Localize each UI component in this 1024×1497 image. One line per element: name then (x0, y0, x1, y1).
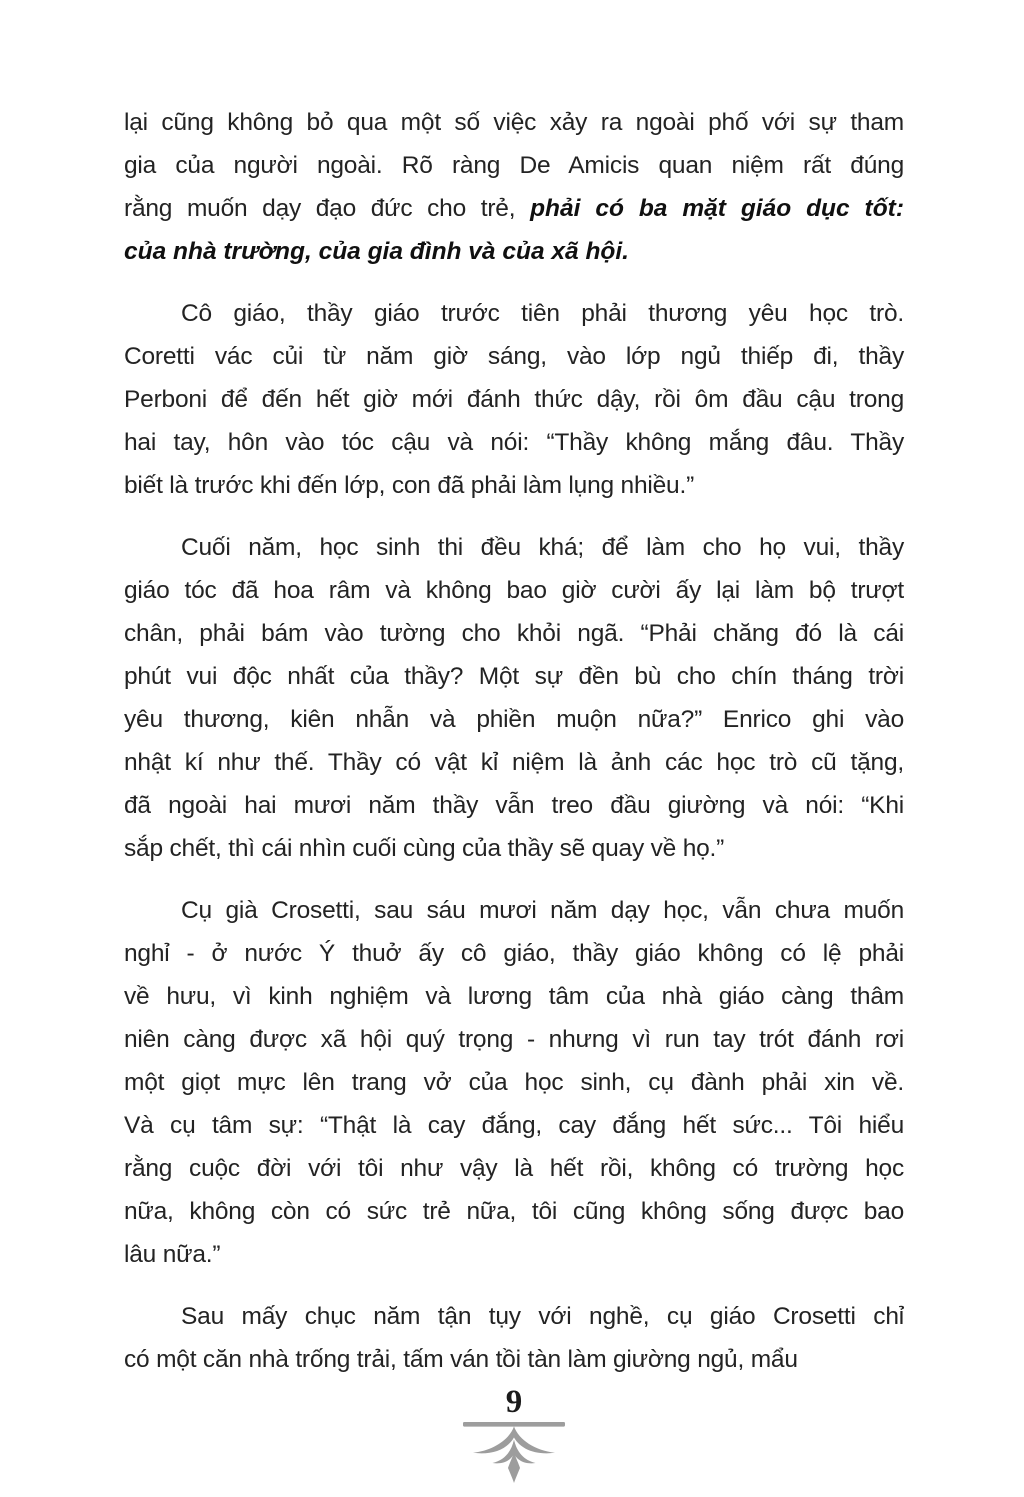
text-line (124, 526, 904, 569)
emphasis-text: phải có ba mặt giáo dục tốt: (530, 195, 905, 222)
paragraph (124, 101, 904, 273)
text-line (124, 1104, 904, 1147)
body-text: niên càng được xã hội quý trọng - nhưng vì run tay trót đánh rơi (124, 1026, 904, 1053)
text-line (124, 1190, 904, 1233)
body-text: Perboni để đến hết giờ mới đánh thức dậy, rồi ôm đầu cậu trong (124, 386, 904, 413)
body-text: gia của người ngoài. Rõ ràng De Amicis quan niệm rất đúng (124, 152, 904, 179)
body-text: chân, phải bám vào tường cho khỏi ngã. “Phải chăng đó là cái (124, 620, 904, 647)
text-line (124, 230, 904, 273)
text-line (124, 1295, 904, 1338)
text-line (124, 292, 904, 335)
text-line (124, 144, 904, 187)
body-text: hai tay, hôn vào tóc cậu và nói: “Thầy không mắng đâu. Thầy (124, 429, 904, 456)
text-line (124, 1147, 904, 1190)
text-line (124, 784, 904, 827)
text-line (124, 101, 904, 144)
emphasis-text: của nhà trường, của gia đình và của xã hội. (124, 238, 629, 265)
body-text: sắp chết, thì cái nhìn cuối cùng của thầy sẽ quay về họ.” (124, 835, 725, 862)
page-number: 9 (505, 1384, 523, 1420)
paragraph (124, 526, 904, 870)
body-text: có một căn nhà trống trải, tấm ván tồi tàn làm giường ngủ, mẩu (124, 1346, 798, 1373)
text-line (124, 1338, 904, 1381)
fleuron-divider-icon (462, 1422, 566, 1484)
body-text: lâu nữa.” (124, 1241, 221, 1268)
body-text: phút vui độc nhất của thầy? Một sự đền bù cho chín tháng trời (124, 663, 904, 690)
body-text: rằng cuộc đời với tôi như vậy là hết rồi, không có trường học (124, 1155, 904, 1182)
body-text: yêu thương, kiên nhẫn và phiền muộn nữa?” Enrico ghi vào (124, 706, 904, 733)
text-line (124, 827, 904, 870)
text-line (124, 378, 904, 421)
text-line (124, 932, 904, 975)
text-line (124, 975, 904, 1018)
body-text: biết là trước khi đến lớp, con đã phải làm lụng nhiều.” (124, 472, 695, 499)
body-text: một giọt mực lên trang vở của học sinh, cụ đành phải xin về. (124, 1069, 904, 1096)
text-line (124, 1233, 904, 1276)
body-text: Cụ già Crosetti, sau sáu mươi năm dạy học, vẫn chưa muốn (181, 897, 904, 924)
body-text: lại cũng không bỏ qua một số việc xảy ra ngoài phố với sự tham (124, 109, 904, 136)
page-footer (124, 1385, 904, 1484)
body-text: Coretti vác củi từ năm giờ sáng, vào lớp ngủ thiếp đi, thầy (124, 343, 904, 370)
body-text: nữa, không còn có sức trẻ nữa, tôi cũng không sống được bao (124, 1198, 904, 1225)
text-line (124, 335, 904, 378)
body-text: Sau mấy chục năm tận tụy với nghề, cụ giáo Crosetti chỉ (181, 1303, 904, 1330)
text-line (124, 569, 904, 612)
body-text: Cuối năm, học sinh thi đều khá; để làm cho họ vui, thầy (181, 534, 904, 561)
text-line (124, 889, 904, 932)
paragraph (124, 1295, 904, 1381)
body-text: nghỉ - ở nước Ý thuở ấy cô giáo, thầy giáo không có lệ phải (124, 940, 904, 967)
body-text: giáo tóc đã hoa râm và không bao giờ cười ấy lại làm bộ trượt (124, 577, 904, 604)
text-line (124, 464, 904, 507)
body-text: về hưu, vì kinh nghiệm và lương tâm của nhà giáo càng thâm (124, 983, 904, 1010)
body-text: rằng muốn dạy đạo đức cho trẻ, (124, 195, 531, 222)
text-line (124, 741, 904, 784)
text-line (124, 1018, 904, 1061)
body-text: đã ngoài hai mươi năm thầy vẫn treo đầu giường và nói: “Khi (124, 792, 904, 819)
paragraph (124, 292, 904, 507)
text-block (124, 101, 904, 1381)
paragraph (124, 889, 904, 1276)
text-line (124, 655, 904, 698)
text-line (124, 187, 904, 230)
body-text: Và cụ tâm sự: “Thật là cay đắng, cay đắng hết sức... Tôi hiểu (124, 1112, 904, 1139)
body-text: nhật kí như thế. Thầy có vật kỉ niệm là ảnh các học trò cũ tặng, (124, 749, 904, 776)
body-text: Cô giáo, thầy giáo trước tiên phải thương yêu học trò. (181, 300, 904, 327)
text-line (124, 1061, 904, 1104)
text-line (124, 612, 904, 655)
text-line (124, 421, 904, 464)
text-line (124, 698, 904, 741)
